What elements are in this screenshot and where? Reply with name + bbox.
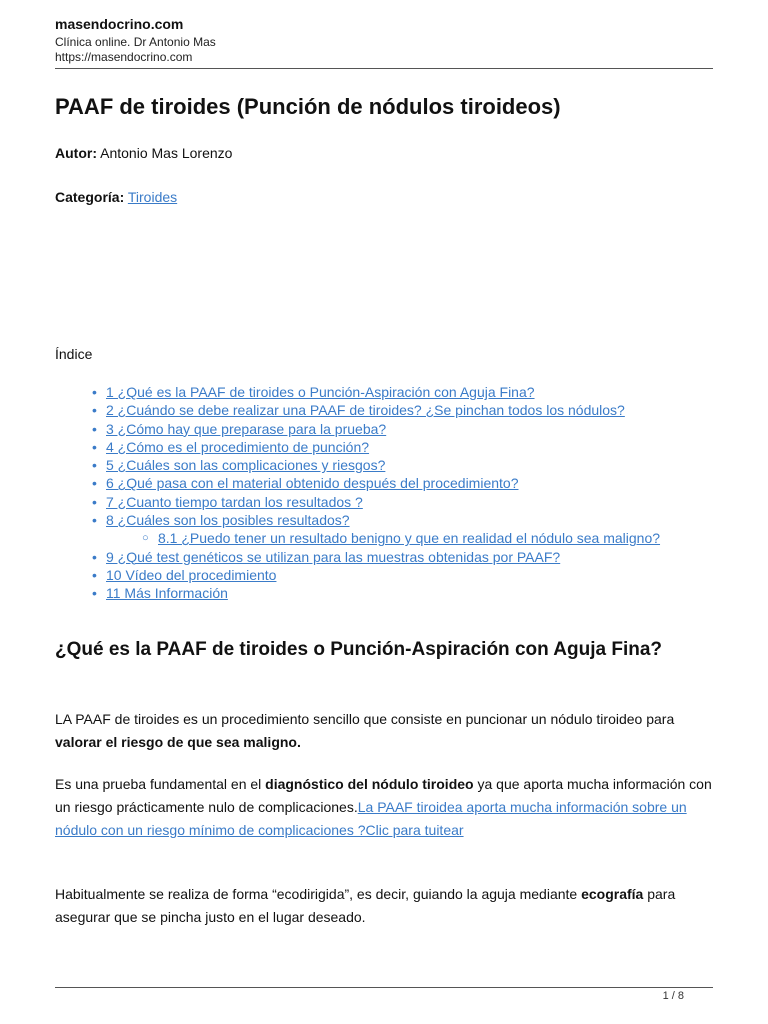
toc-item[interactable]: • 6 ¿Qué pasa con el material obtenido después del procedimiento?	[90, 474, 660, 492]
paragraph-intro: LA PAAF de tiroides es un procedimiento sencillo que consiste en puncionar un nódulo tiroideo para valorar el riesgo de que sea maligno.	[55, 711, 675, 750]
toc-item[interactable]: • 8 ¿Cuáles son los posibles resultados?	[90, 511, 660, 529]
tweet-link[interactable]: La PAAF tiroidea aporta mucha información sobre un nódulo con un riesgo mínimo de complicaciones ?Clic para tuitear	[55, 799, 687, 838]
toc-item[interactable]: • 11 Más Información	[90, 584, 660, 602]
toc-title: Índice	[55, 346, 93, 362]
toc-item[interactable]: • 2 ¿Cuándo se debe realizar una PAAF de tiroides? ¿Se pinchan todos los nódulos?	[90, 401, 660, 419]
site-url: https://masendocrino.com	[55, 50, 193, 64]
page-title: PAAF de tiroides (Punción de nódulos tiroideos)	[55, 94, 561, 119]
paragraph-diagnostic: Es una prueba fundamental en el diagnóstico del nódulo tiroideo ya que aporta mucha información con un riesgo prácticamente nulo de complicaciones.La PAAF tiroidea aporta mucha información sobre un nódulo con un riesgo mínimo de complicaciones ?Clic para tuitear	[55, 776, 712, 838]
toc-item[interactable]: • 9 ¿Qué test genéticos se utilizan para las muestras obtenidas por PAAF?	[90, 548, 660, 566]
toc-item[interactable]: • 5 ¿Cuáles son las complicaciones y riesgos?	[90, 456, 660, 474]
author-name: Antonio Mas Lorenzo	[100, 145, 233, 161]
category-link[interactable]: Tiroides	[127, 189, 178, 205]
site-name: masendocrino.com	[55, 16, 184, 32]
author-label: Autor:	[55, 145, 97, 161]
paragraph-ecography: Habitualmente se realiza de forma “ecodirigida”, es decir, guiando la aguja mediante ecografía para asegurar que se pincha justo en el lugar deseado.	[55, 886, 676, 925]
footer-divider	[55, 987, 713, 988]
page-indicator: 1 / 8	[662, 990, 684, 1002]
category-line	[55, 189, 177, 205]
author-line	[55, 145, 232, 161]
site-subtitle: Clínica online. Dr Antonio Mas	[55, 35, 216, 49]
toc-item[interactable]: • 4 ¿Cómo es el procedimiento de punción?	[90, 438, 660, 456]
table-of-contents	[90, 383, 660, 603]
toc-subitem[interactable]: ○ 8.1 ¿Puedo tener un resultado benigno y que en realidad el nódulo sea maligno?	[90, 529, 660, 547]
toc-item[interactable]: • 1 ¿Qué es la PAAF de tiroides o Punción-Aspiración con Aguja Fina?	[90, 383, 660, 401]
section-heading: ¿Qué es la PAAF de tiroides o Punción-Aspiración con Aguja Fina?	[55, 639, 663, 660]
category-label: Categoría:	[55, 189, 125, 205]
toc-item[interactable]: • 7 ¿Cuanto tiempo tardan los resultados ?	[90, 493, 660, 511]
toc-item[interactable]: • 10 Vídeo del procedimiento	[90, 566, 660, 584]
toc-item[interactable]: • 3 ¿Cómo hay que preparase para la prueba?	[90, 420, 660, 438]
header-divider	[55, 68, 713, 69]
